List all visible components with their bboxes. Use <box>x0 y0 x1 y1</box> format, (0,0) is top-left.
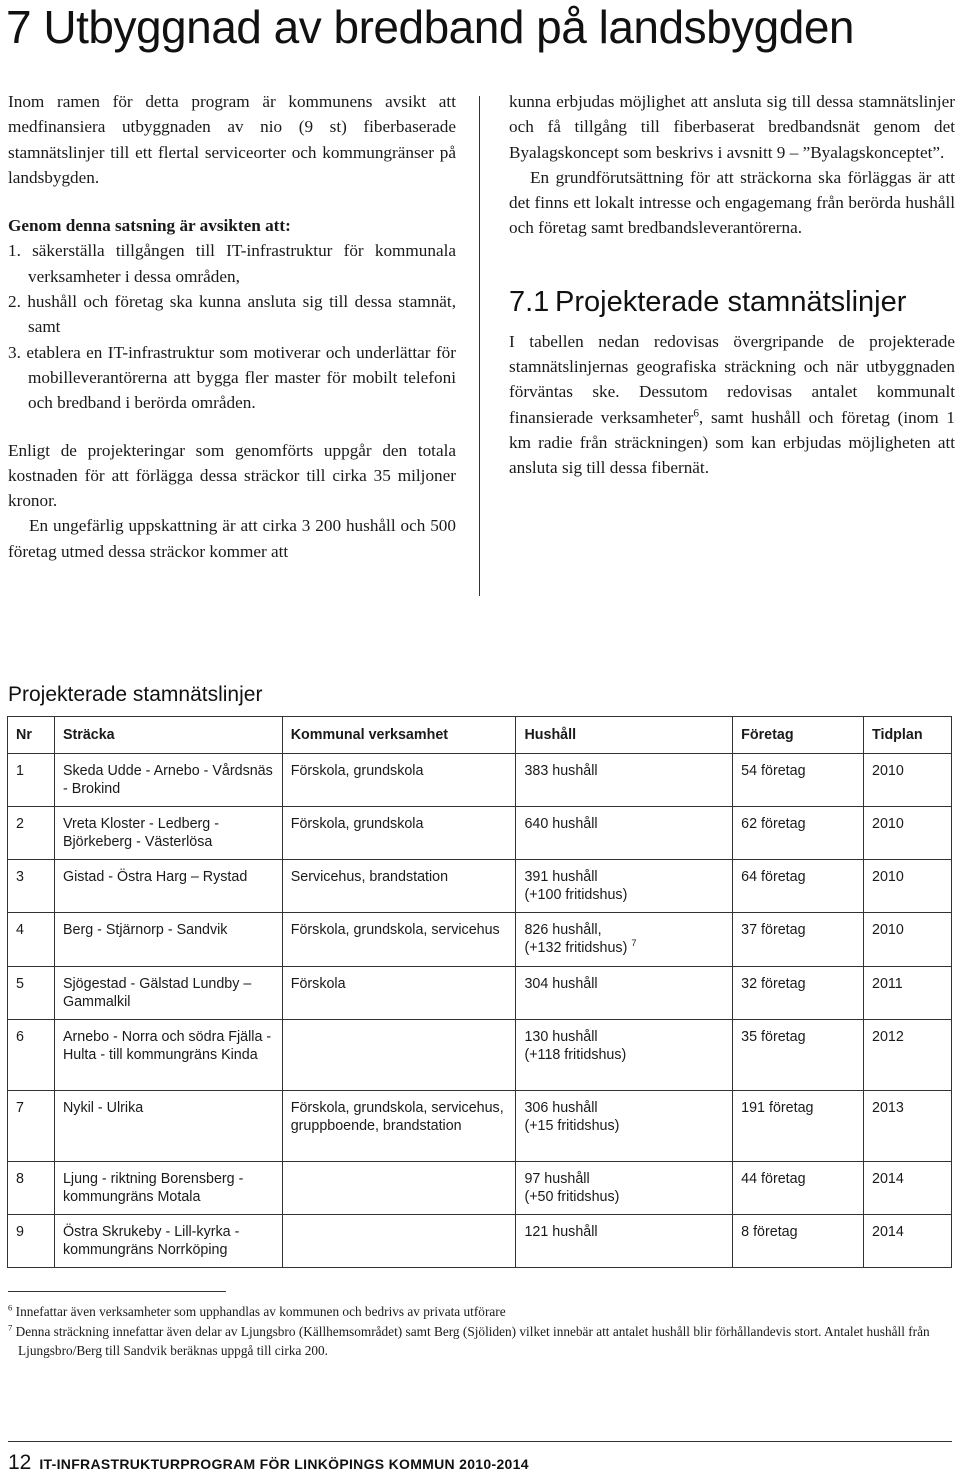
cell-hushall <box>516 967 733 1020</box>
cell-tidplan: 2013 <box>864 1091 952 1162</box>
cell-verksamhet <box>282 1020 516 1091</box>
footnote-divider <box>8 1291 226 1292</box>
table-row <box>8 1215 952 1268</box>
footnote-text: Innefattar även verksamheter som upphandlas av kommunen och bedrivs av privata utförare <box>15 1304 506 1319</box>
footnote <box>8 1302 948 1322</box>
cell-hushall <box>516 1091 733 1162</box>
cell-foretag: 37 företag <box>733 913 864 967</box>
hushall-count: 304 hushåll <box>524 976 598 992</box>
footnote-text: Denna sträckning innefattar även delar av Ljungsbro (Källhemsområdet) samt Berg (Sjöliden) vilket innebär att antalet hushåll blir förhållandevis stort. Antalet hushåll från Ljungsbro/Berg till Sandvik beräknas uppgå till cirka 200. <box>15 1323 930 1358</box>
cell-stracka: Östra Skrukeby - Lill-kyrka - kommungräns Norrköping <box>54 1215 282 1268</box>
cell-verksamhet <box>282 1162 516 1215</box>
cell-tidplan: 2010 <box>864 913 952 967</box>
header-stracka: Sträcka <box>54 717 282 754</box>
cell-hushall <box>516 1020 733 1091</box>
purpose-list-item: 3. etablera en IT-infrastruktur som motiverar och underlättar för mobilleverantörerna att bygga fler master för mobilt telefoni och bredband i berörda områden. <box>8 342 456 413</box>
hushall-count: 391 hushåll <box>524 869 598 885</box>
cell-stracka: Berg - Stjärnorp - Sandvik <box>54 913 282 967</box>
cell-foretag: 54 företag <box>733 754 864 807</box>
purpose-list-item: 2. hushåll och företag ska kunna ansluta sig till dessa stamnät, samt <box>8 292 456 337</box>
cell-nr: 5 <box>8 967 55 1020</box>
cell-nr: 6 <box>8 1020 55 1091</box>
cell-hushall <box>516 1162 733 1215</box>
footnote-mark: 6 <box>8 1302 13 1313</box>
page-heading: 7 Utbyggnad av bredband på landsbygden <box>6 1 855 53</box>
header-nr: Nr <box>8 717 55 754</box>
cell-stracka: Skeda Udde - Arnebo - Vårdsnäs - Brokind <box>54 754 282 807</box>
table-row <box>8 1091 952 1162</box>
section-number: 7.1 <box>509 285 550 318</box>
purpose-list-item: 1. säkerställa tillgången till IT-infrastruktur för kommunala verksamheter i dessa områden, <box>8 241 456 286</box>
cell-verksamhet: Förskola, grundskola, servicehus <box>282 913 516 967</box>
cell-hushall <box>516 1215 733 1268</box>
header-hushall: Hushåll <box>516 717 733 754</box>
cell-stracka: Vreta Kloster - Ledberg - Björkeberg - Västerlösa <box>54 807 282 860</box>
continuation-paragraph: kunna erbjudas möjlighet att ansluta sig till dessa stamnätslinjer och få tillgång till fiberbaserat bredbandsnät genom det Byalagskoncept som beskrivs i avsnitt 9 – ”Byalagskonceptet”. <box>509 92 955 162</box>
cell-verksamhet: Förskola, grundskola <box>282 754 516 807</box>
table-row <box>8 754 952 807</box>
column-divider <box>479 96 480 596</box>
cell-nr: 3 <box>8 860 55 913</box>
cell-foretag: 64 företag <box>733 860 864 913</box>
header-verksamhet: Kommunal verksamhet <box>282 717 516 754</box>
cell-stracka: Ljung - riktning Borensberg - kommungräns Motala <box>54 1162 282 1215</box>
hushall-count: 97 hushåll <box>524 1171 590 1187</box>
footnote-ref-6[interactable]: 6 <box>693 406 699 419</box>
section-text-before: I tabellen nedan redovisas övergripande de projekterade stamnätslinjernas geografiska sträckning och när utbyggnaden förväntas ske. Dessutom redovisas antalet kommunalt finansierade verksamheter <box>509 331 955 427</box>
hushall-count: 826 hushåll, <box>524 922 602 938</box>
cell-stracka: Sjögestad - Gälstad Lundby – Gammalkil <box>54 967 282 1020</box>
cell-tidplan: 2010 <box>864 807 952 860</box>
cell-stracka: Nykil - Ulrika <box>54 1091 282 1162</box>
cell-tidplan: 2014 <box>864 1162 952 1215</box>
cell-hushall <box>516 807 733 860</box>
cell-foretag: 191 företag <box>733 1091 864 1162</box>
table-row <box>8 1162 952 1215</box>
cell-stracka: Arnebo - Norra och södra Fjälla - Hulta - till kommungräns Kinda <box>54 1020 282 1091</box>
hushall-count: 306 hushåll <box>524 1100 598 1116</box>
table-row <box>8 860 952 913</box>
estimate-paragraph: En ungefärlig uppskattning är att cirka 3 200 hushåll och 500 företag utmed dessa sträckor kommer att <box>8 516 456 561</box>
cell-stracka: Gistad - Östra Harg – Rystad <box>54 860 282 913</box>
footnotes <box>8 1302 948 1361</box>
cell-nr: 4 <box>8 913 55 967</box>
intro-paragraph: Inom ramen för detta program är kommunens avsikt att medfinansiera utbyggnaden av nio (9 st) fiberbaserade stamnätslinjer till ett flertal serviceorter och kommungränser på landsbygden. <box>8 92 456 187</box>
cell-tidplan: 2011 <box>864 967 952 1020</box>
purpose-subheading: Genom denna satsning är avsikten att: <box>8 216 291 236</box>
cell-foretag: 35 företag <box>733 1020 864 1091</box>
hushall-count: 640 hushåll <box>524 816 598 832</box>
cell-tidplan: 2010 <box>864 860 952 913</box>
footnote-mark: 7 <box>8 1322 13 1333</box>
footer-title: IT-INFRASTRUKTURPROGRAM FÖR LINKÖPINGS KOMMUN 2010-2014 <box>39 1456 529 1472</box>
hushall-fritidshus <box>524 939 724 957</box>
page-footer <box>8 1452 529 1475</box>
table-row <box>8 807 952 860</box>
stamnat-table <box>7 716 952 1268</box>
section-title: Projekterade stamnätslinjer <box>555 285 907 318</box>
table-row <box>8 913 952 967</box>
cell-verksamhet <box>282 1215 516 1268</box>
section-text-after: , samt hushåll och företag (inom 1 km radie från sträckningen) som kan erbjudas möjligheten att ansluta sig till dessa fibernät. <box>509 407 956 478</box>
cell-nr: 7 <box>8 1091 55 1162</box>
hushall-count: 383 hushåll <box>524 763 598 779</box>
right-column <box>509 89 955 481</box>
cell-tidplan: 2010 <box>864 754 952 807</box>
cell-hushall <box>516 860 733 913</box>
cell-hushall <box>516 754 733 807</box>
cell-foretag: 44 företag <box>733 1162 864 1215</box>
hushall-count: 130 hushåll <box>524 1029 598 1045</box>
section-heading <box>509 285 955 319</box>
hushall-count: 121 hushåll <box>524 1224 598 1240</box>
hushall-fritidshus: (+15 fritidshus) <box>524 1118 620 1134</box>
footnote <box>8 1322 948 1361</box>
cell-nr: 1 <box>8 754 55 807</box>
cell-nr: 9 <box>8 1215 55 1268</box>
cell-verksamhet: Förskola <box>282 967 516 1020</box>
cell-verksamhet: Servicehus, brandstation <box>282 860 516 913</box>
header-foretag: Företag <box>733 717 864 754</box>
cost-paragraph: Enligt de projekteringar som genomförts uppgår den totala kostnaden för att förlägga dessa sträckor till cirka 35 miljoner kronor. <box>8 440 456 511</box>
cell-nr: 8 <box>8 1162 55 1215</box>
page-number: 12 <box>8 1451 32 1474</box>
hushall-fritidshus: (+50 fritidshus) <box>524 1189 620 1205</box>
footer-divider <box>8 1441 952 1442</box>
table-row <box>8 967 952 1020</box>
left-column <box>8 89 456 564</box>
cell-tidplan: 2012 <box>864 1020 952 1091</box>
cell-verksamhet: Förskola, grundskola, servicehus, gruppboende, brandstation <box>282 1091 516 1162</box>
header-tidplan: Tidplan <box>864 717 952 754</box>
hushall-fritidshus: (+118 fritidshus) <box>524 1047 627 1063</box>
cell-verksamhet: Förskola, grundskola <box>282 807 516 860</box>
hushall-fritidshus-text: (+132 fritidshus) <box>524 940 628 956</box>
premise-paragraph: En grundförutsättning för att sträckorna ska förläggas är att det finns ett lokalt intresse och engagemang från berörda hushåll och företag samt bredbandsleverantörerna. <box>509 167 955 238</box>
cell-tidplan: 2014 <box>864 1215 952 1268</box>
cell-nr: 2 <box>8 807 55 860</box>
cell-foretag: 32 företag <box>733 967 864 1020</box>
section-paragraph <box>509 329 955 481</box>
hushall-fritidshus: (+100 fritidshus) <box>524 887 628 903</box>
cell-hushall <box>516 913 733 967</box>
cell-foretag: 62 företag <box>733 807 864 860</box>
table-row <box>8 1020 952 1091</box>
table-header-row <box>8 717 952 754</box>
footnote-ref-7[interactable]: 7 <box>631 938 637 949</box>
cell-foretag: 8 företag <box>733 1215 864 1268</box>
table-title: Projekterade stamnätslinjer <box>8 683 263 706</box>
